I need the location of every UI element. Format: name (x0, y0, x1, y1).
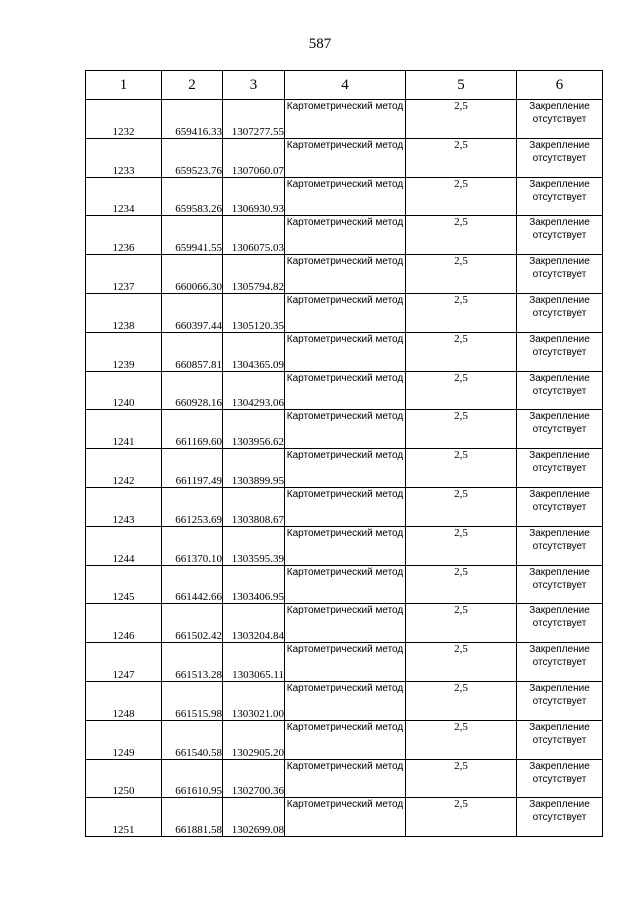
method-cell: Картометрический метод (285, 293, 406, 332)
x-coordinate-cell: 661197.49 (162, 449, 223, 488)
point-number-cell: 1251 (86, 798, 162, 837)
fixing-cell: Закрепление отсутствует (517, 371, 603, 410)
x-coordinate-cell: 659523.76 (162, 138, 223, 177)
point-number-cell: 1241 (86, 410, 162, 449)
table-row (86, 332, 603, 371)
method-cell: Картометрический метод (285, 487, 406, 526)
method-cell: Картометрический метод (285, 798, 406, 837)
table-header-row (86, 71, 603, 100)
x-coordinate-cell: 661253.69 (162, 487, 223, 526)
x-coordinate-cell: 661881.58 (162, 798, 223, 837)
column-header: 1 (86, 71, 162, 100)
table-row (86, 681, 603, 720)
point-number-cell: 1247 (86, 643, 162, 682)
accuracy-cell: 2,5 (406, 643, 517, 682)
fixing-cell: Закрепление отсутствует (517, 798, 603, 837)
table-row (86, 216, 603, 255)
y-coordinate-cell: 1303065.11 (223, 643, 285, 682)
x-coordinate-cell: 660066.30 (162, 255, 223, 294)
method-cell: Картометрический метод (285, 410, 406, 449)
point-number-cell: 1246 (86, 604, 162, 643)
fixing-cell: Закрепление отсутствует (517, 604, 603, 643)
accuracy-cell: 2,5 (406, 798, 517, 837)
fixing-cell: Закрепление отсутствует (517, 293, 603, 332)
method-cell: Картометрический метод (285, 177, 406, 216)
point-number-cell: 1240 (86, 371, 162, 410)
y-coordinate-cell: 1303204.84 (223, 604, 285, 643)
point-number-cell: 1244 (86, 526, 162, 565)
x-coordinate-cell: 659583.26 (162, 177, 223, 216)
y-coordinate-cell: 1305794.82 (223, 255, 285, 294)
accuracy-cell: 2,5 (406, 138, 517, 177)
method-cell: Картометрический метод (285, 216, 406, 255)
table-row (86, 759, 603, 798)
method-cell: Картометрический метод (285, 255, 406, 294)
column-header: 5 (406, 71, 517, 100)
x-coordinate-cell: 661515.98 (162, 681, 223, 720)
method-cell: Картометрический метод (285, 720, 406, 759)
coordinates-table (85, 70, 603, 837)
fixing-cell: Закрепление отсутствует (517, 681, 603, 720)
accuracy-cell: 2,5 (406, 681, 517, 720)
y-coordinate-cell: 1303406.95 (223, 565, 285, 604)
table-row (86, 565, 603, 604)
x-coordinate-cell: 661502.42 (162, 604, 223, 643)
x-coordinate-cell: 659416.33 (162, 100, 223, 139)
accuracy-cell: 2,5 (406, 449, 517, 488)
column-header: 3 (223, 71, 285, 100)
x-coordinate-cell: 661540.58 (162, 720, 223, 759)
accuracy-cell: 2,5 (406, 526, 517, 565)
method-cell: Картометрический метод (285, 604, 406, 643)
method-cell: Картометрический метод (285, 759, 406, 798)
table-row (86, 449, 603, 488)
table-row (86, 100, 603, 139)
method-cell: Картометрический метод (285, 371, 406, 410)
accuracy-cell: 2,5 (406, 216, 517, 255)
x-coordinate-cell: 661513.28 (162, 643, 223, 682)
y-coordinate-cell: 1302905.20 (223, 720, 285, 759)
fixing-cell: Закрепление отсутствует (517, 565, 603, 604)
x-coordinate-cell: 661610.95 (162, 759, 223, 798)
fixing-cell: Закрепление отсутствует (517, 332, 603, 371)
table-row (86, 255, 603, 294)
accuracy-cell: 2,5 (406, 410, 517, 449)
table-row (86, 487, 603, 526)
fixing-cell: Закрепление отсутствует (517, 643, 603, 682)
fixing-cell: Закрепление отсутствует (517, 138, 603, 177)
y-coordinate-cell: 1307060.07 (223, 138, 285, 177)
point-number-cell: 1249 (86, 720, 162, 759)
y-coordinate-cell: 1306930.93 (223, 177, 285, 216)
accuracy-cell: 2,5 (406, 487, 517, 526)
fixing-cell: Закрепление отсутствует (517, 487, 603, 526)
fixing-cell: Закрепление отсутствует (517, 410, 603, 449)
table-body (86, 100, 603, 837)
table-row (86, 177, 603, 216)
point-number-cell: 1239 (86, 332, 162, 371)
point-number-cell: 1245 (86, 565, 162, 604)
table-row (86, 371, 603, 410)
accuracy-cell: 2,5 (406, 371, 517, 410)
fixing-cell: Закрепление отсутствует (517, 177, 603, 216)
point-number-cell: 1250 (86, 759, 162, 798)
x-coordinate-cell: 661370.10 (162, 526, 223, 565)
fixing-cell: Закрепление отсутствует (517, 449, 603, 488)
column-header: 6 (517, 71, 603, 100)
x-coordinate-cell: 660857.81 (162, 332, 223, 371)
accuracy-cell: 2,5 (406, 255, 517, 294)
y-coordinate-cell: 1303595.39 (223, 526, 285, 565)
point-number-cell: 1233 (86, 138, 162, 177)
method-cell: Картометрический метод (285, 449, 406, 488)
accuracy-cell: 2,5 (406, 100, 517, 139)
x-coordinate-cell: 659941.55 (162, 216, 223, 255)
method-cell: Картометрический метод (285, 681, 406, 720)
point-number-cell: 1243 (86, 487, 162, 526)
accuracy-cell: 2,5 (406, 293, 517, 332)
method-cell: Картометрический метод (285, 643, 406, 682)
y-coordinate-cell: 1304293.06 (223, 371, 285, 410)
accuracy-cell: 2,5 (406, 759, 517, 798)
method-cell: Картометрический метод (285, 526, 406, 565)
point-number-cell: 1236 (86, 216, 162, 255)
point-number-cell: 1242 (86, 449, 162, 488)
x-coordinate-cell: 660928.16 (162, 371, 223, 410)
y-coordinate-cell: 1304365.09 (223, 332, 285, 371)
x-coordinate-cell: 661169.60 (162, 410, 223, 449)
method-cell: Картометрический метод (285, 138, 406, 177)
fixing-cell: Закрепление отсутствует (517, 255, 603, 294)
method-cell: Картометрический метод (285, 100, 406, 139)
fixing-cell: Закрепление отсутствует (517, 216, 603, 255)
method-cell: Картометрический метод (285, 565, 406, 604)
column-header: 4 (285, 71, 406, 100)
y-coordinate-cell: 1302700.36 (223, 759, 285, 798)
table-row (86, 138, 603, 177)
table-row (86, 526, 603, 565)
y-coordinate-cell: 1306075.03 (223, 216, 285, 255)
table-row (86, 604, 603, 643)
y-coordinate-cell: 1303021.00 (223, 681, 285, 720)
y-coordinate-cell: 1307277.55 (223, 100, 285, 139)
accuracy-cell: 2,5 (406, 565, 517, 604)
table-row (86, 643, 603, 682)
method-cell: Картометрический метод (285, 332, 406, 371)
fixing-cell: Закрепление отсутствует (517, 526, 603, 565)
point-number-cell: 1232 (86, 100, 162, 139)
y-coordinate-cell: 1303956.62 (223, 410, 285, 449)
accuracy-cell: 2,5 (406, 604, 517, 643)
table-row (86, 410, 603, 449)
page-number: 587 (308, 36, 332, 52)
table-row (86, 798, 603, 837)
accuracy-cell: 2,5 (406, 177, 517, 216)
accuracy-cell: 2,5 (406, 720, 517, 759)
point-number-cell: 1248 (86, 681, 162, 720)
point-number-cell: 1237 (86, 255, 162, 294)
x-coordinate-cell: 661442.66 (162, 565, 223, 604)
y-coordinate-cell: 1305120.35 (223, 293, 285, 332)
table-row (86, 293, 603, 332)
accuracy-cell: 2,5 (406, 332, 517, 371)
y-coordinate-cell: 1302699.08 (223, 798, 285, 837)
x-coordinate-cell: 660397.44 (162, 293, 223, 332)
point-number-cell: 1238 (86, 293, 162, 332)
y-coordinate-cell: 1303899.95 (223, 449, 285, 488)
column-header: 2 (162, 71, 223, 100)
fixing-cell: Закрепление отсутствует (517, 100, 603, 139)
point-number-cell: 1234 (86, 177, 162, 216)
y-coordinate-cell: 1303808.67 (223, 487, 285, 526)
fixing-cell: Закрепление отсутствует (517, 759, 603, 798)
table-row (86, 720, 603, 759)
fixing-cell: Закрепление отсутствует (517, 720, 603, 759)
